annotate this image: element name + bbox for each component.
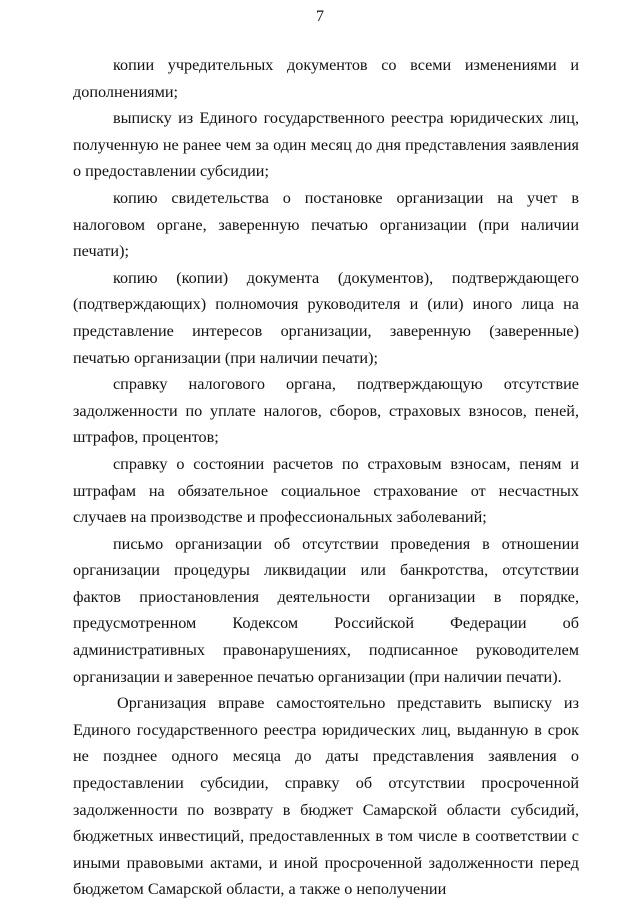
- paragraph-insurance-certificate: справку о состоянии расчетов по страховым взносам, пеням и штрафам на обязательное социальное страхование от несчастных случаев на производстве и профессиональных заболеваний;: [73, 454, 579, 527]
- document-body: [73, 52, 579, 903]
- paragraph-registry-extract: выписку из Единого государственного реестра юридических лиц, полученную не ранее чем за один месяц до дня представления заявления о предоставлении субсидии;: [73, 109, 579, 181]
- paragraph-optional-documents: Организация вправе самостоятельно представить выписку из Единого государственного реестра юридических лиц, выданную в срок не позднее одного месяца до даты представления заявления о предоставлении субсидии, справку об отсутствии просроченной задолженности по возврату в бюджет Самарской области субсидий, бюджетных инвестиций, предоставленных в том числе в соответствии с иными правовыми актами, и иной просроченной задолженности перед бюджетом Самарской области, а также о неполучении: [73, 694, 579, 899]
- paragraph-tax-registration-certificate: копию свидетельства о постановке организации на учет в налоговом органе, заверенную печатью организации (при наличии печати);: [73, 188, 579, 261]
- paragraph-liquidation-letter: письмо организации об отсутствии проведения в отношении организации процедуры ликвидации или банкротства, отсутствии фактов приостановления деятельности организации в порядке, предусмотренном Кодексом Российской Федерации об административных правонарушениях, подписанное руководителем организации и заверенное печатью организации (при наличии печати).: [73, 534, 579, 686]
- paragraph-tax-certificate: справку налогового органа, подтверждающую отсутствие задолженности по уплате налогов, сборов, страховых взносов, пеней, штрафов, процентов;: [73, 375, 579, 447]
- page-number: 7: [316, 8, 324, 25]
- paragraph-authority-documents: копию (копии) документа (документов), подтверждающего (подтверждающих) полномочия руководителя и (или) иного лица на представление интересов организации, заверенную (заверенные) печатью организации (при наличии печати);: [73, 268, 579, 367]
- paragraph-founding-documents: копии учредительных документов со всеми изменениями и дополнениями;: [73, 56, 579, 101]
